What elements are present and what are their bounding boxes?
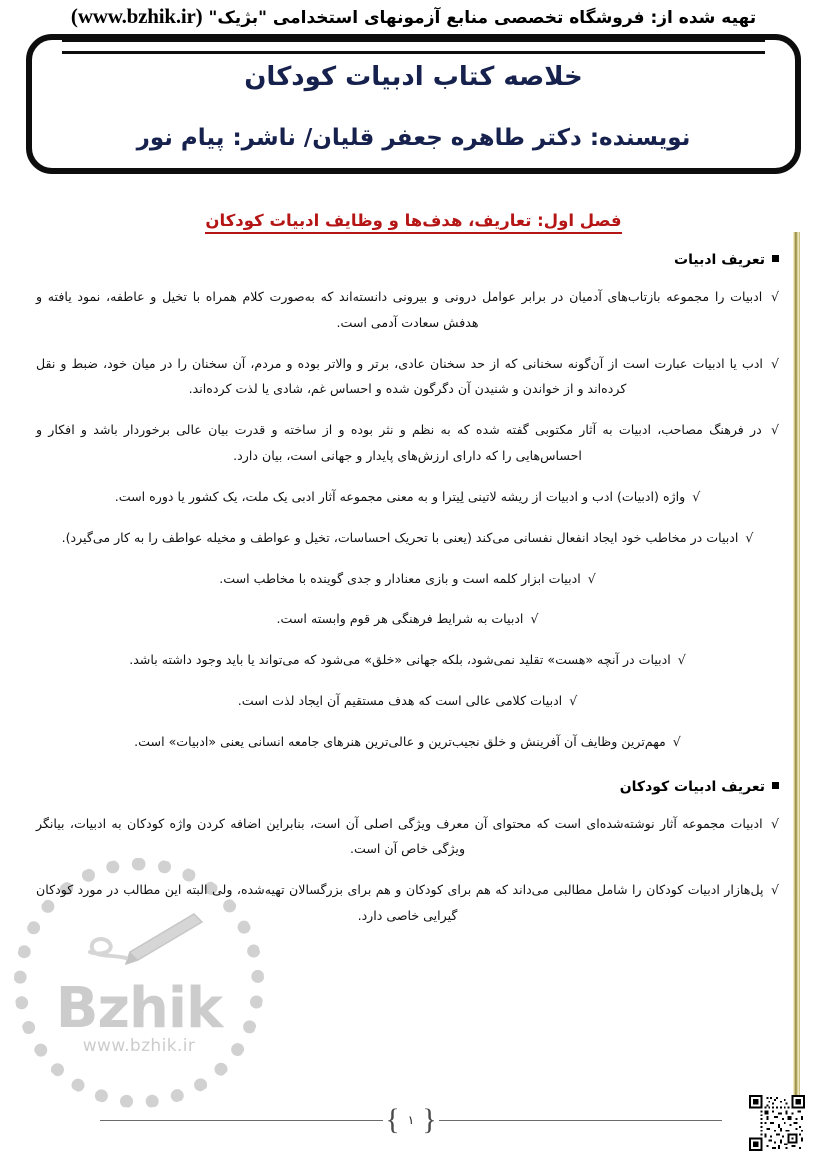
bullet-text: ادبیات را مجموعه بازتاب‌های آدمیان در برابر عوامل درونی و بیرونی دانسته‌اند که به‌صورت کلام همراه با تخیل و عاطفه، نمود یافته و هدفش سعادت آدمی است.: [36, 289, 763, 330]
check-bullet-icon: √: [569, 692, 578, 708]
check-bullet-icon: √: [770, 815, 779, 831]
bullet-text: ادبیات به شرایط فرهنگی هر قوم وابسته است.: [276, 611, 524, 627]
bullet-item: [36, 484, 779, 510]
bullet-item: [36, 284, 779, 336]
check-bullet-icon: √: [770, 422, 779, 438]
check-bullet-icon: √: [692, 488, 701, 504]
footer-rule-left: [100, 1120, 383, 1121]
book-author-publisher: نویسنده: دکتر طاهره جعفر قلیان/ ناشر: پیام نور: [136, 125, 691, 151]
footer-brace-close: }: [385, 1103, 400, 1136]
check-bullet-icon: √: [677, 652, 686, 668]
chapter-title: فصل اول: تعاریف، هدف‌ها و وظایف ادبیات کودکان: [205, 211, 621, 234]
content-column: [36, 252, 779, 944]
check-bullet-icon: √: [770, 882, 779, 898]
bullet-text: مهم‌ترین وظایف آن آفرینش و خلق نجیب‌ترین و عالی‌ترین هنرهای جامعه انسانی یعنی «ادبیات» است.: [134, 733, 666, 749]
bullet-text: ادبیات مجموعه آثار نوشته‌شده‌ای است که محتوای آن معرف ویژگی اصلی آن است، بنابراین اضافه کردن واژه کودکان به ادبیات، بیانگر ویژگی خاص آن است.: [36, 815, 763, 857]
page-footer: [100, 1103, 722, 1136]
bullet-item: [36, 729, 779, 755]
square-bullet-icon: [772, 782, 779, 789]
section-heading-label: تعریف ادبیات: [674, 252, 765, 268]
provenance-text: تهیه شده از: فروشگاه تخصصی منابع آزمونهای استخدامی "بژیک": [208, 8, 757, 28]
bullet-item: [36, 811, 779, 863]
bullet-text: ادب یا ادبیات عبارت است از آن‌گونه سخنانی که از حد سخنان عادی، برتر و والاتر بوده و مردم، آن سخنان را در میان خود، ضبط و نقل کرده‌اند و از خواندن و شنیدن آن دگرگون شده و احساس غم، شادی یا لذت کرده‌اند.: [36, 355, 763, 397]
bullet-item: [36, 688, 779, 714]
page-number: ١: [407, 1113, 415, 1127]
section-heading-definition-of-literature: [36, 252, 779, 268]
book-title: خلاصه کتاب ادبیات کودکان: [244, 62, 583, 92]
bullet-item: [36, 351, 779, 403]
provenance-line: [0, 4, 827, 29]
bullet-item: [36, 417, 779, 469]
bullet-text: واژه (ادبیات) ادب و ادبیات از ریشه لاتینی لِیترا و به معنی مجموعه آثار ادبی یک ملت، یک کشور یا دوره است.: [114, 488, 686, 504]
footer-brace-open: {: [422, 1103, 437, 1136]
bullet-text: پل‌هازار ادبیات کودکان را شامل مطالبی می‌داند که هم برای کودکان و هم برای بزرگسالان تهیه‌شده، ولی البته این مطالب در مورد کودکان گیرایی خاصی دارد.: [36, 882, 764, 923]
square-bullet-icon: [772, 255, 779, 262]
watermark-url: www.bzhik.ir: [82, 1036, 196, 1056]
bullet-item: [36, 566, 779, 592]
check-bullet-icon: √: [770, 355, 779, 371]
provenance-url: (www.bzhik.ir): [70, 4, 203, 28]
check-bullet-icon: √: [745, 529, 754, 545]
footer-rule-right: [439, 1120, 722, 1121]
bullet-text: ادبیات در آنچه «هست» تقلید نمی‌شود، بلکه جهانی «خلق» می‌شود که می‌تواند یا باید وجود داشته باشد.: [129, 652, 671, 668]
section-heading-definition-of-childrens-literature: [36, 779, 779, 795]
section-heading-label: تعریف ادبیات کودکان: [619, 778, 765, 795]
bullet-text: در فرهنگ مصاحب، ادبیات به آثار مکتوبی گفته شده که به نظم و نثر بوده و از ساخته و قدرت بیان عالی برخوردار باشد و افکار و احساس‌هایی را که دارای ارزش‌های پایدار و جهانی است، بیان دارد.: [36, 422, 762, 464]
chapter-heading-wrap: [0, 211, 827, 234]
bullet-item: [36, 877, 779, 929]
bullet-item: [36, 647, 779, 673]
title-frame: [26, 34, 801, 174]
check-bullet-icon: √: [672, 733, 681, 749]
qr-code[interactable]: [749, 1095, 805, 1151]
title-double-rule: [62, 39, 765, 54]
bullet-text: ادبیات ابزار کلمه است و بازی معنادار و جدی گوینده با مخاطب است.: [219, 570, 581, 586]
check-bullet-icon: √: [530, 611, 539, 627]
bullet-text: ادبیات کلامی عالی است که هدف مستقیم آن ایجاد لذت است.: [237, 692, 563, 708]
gold-vertical-rule: [793, 232, 800, 1132]
bullet-item: [36, 525, 779, 551]
watermark-brand: Bzhik: [55, 976, 223, 1041]
check-bullet-icon: √: [770, 289, 779, 304]
bullet-text: ادبیات در مخاطب خود ایجاد انفعال نفسانی می‌کند (یعنی با تحریک احساسات، تخیل و عواطف و مخیله عواطف را به کار می‌گیرد).: [61, 529, 739, 545]
bullet-item: [36, 606, 779, 632]
check-bullet-icon: √: [587, 570, 596, 586]
